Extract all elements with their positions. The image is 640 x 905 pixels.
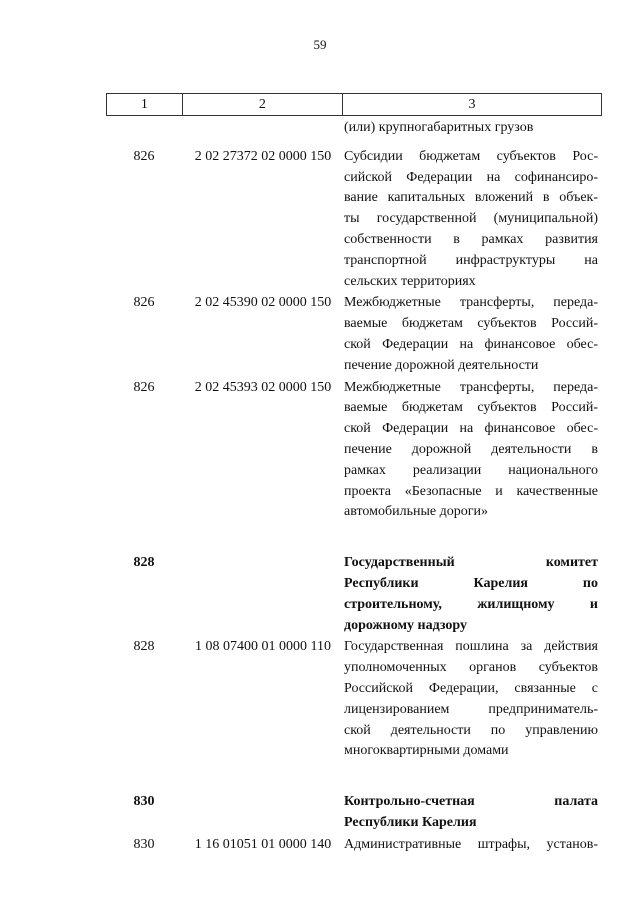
revenue-description: Субсидии бюджетам субъектов Рос- сийской Федерации на софинансиро- вание капитальных вложений в объек- ты государственной (муниципальной) собственности в рамках развития транспортной инфраструктуры на сельских территориях <box>344 148 598 289</box>
revenue-code: 1 08 07400 01 0000 110 <box>195 639 331 655</box>
table-row <box>106 118 606 139</box>
admin-code: 826 <box>133 379 155 395</box>
revenue-code: 1 16 01051 01 0000 140 <box>194 836 332 852</box>
section-heading-row <box>106 792 606 834</box>
section-title: Государственный комитет Республики Карелия по строительному, жилищному и дорожному надзору <box>344 555 598 633</box>
revenue-description: (или) крупногабаритных грузов <box>344 120 534 135</box>
admin-code: 826 <box>133 295 155 311</box>
table-header <box>106 93 602 116</box>
admin-code <box>106 118 182 139</box>
admin-code: 826 <box>133 148 155 164</box>
revenue-code <box>182 118 344 139</box>
table-row <box>106 293 606 376</box>
revenue-description: Межбюджетные трансферты, переда- ваемые бюджетам субъектов Россий- ской Федерации на финансовое обес- печение дорожной деятельности в рамках реализации национального проекта «Безопасные и качественные автомобильные дороги» <box>344 379 598 520</box>
table-row <box>106 147 606 293</box>
revenue-code <box>182 792 344 834</box>
revenue-description: Государственная пошлина за действия уполномоченных органов субъектов Российской Федерации, связанные с лицензированием предприниматель- ской деятельности по управлению многоквартирными домами <box>344 639 598 759</box>
revenue-description: Межбюджетные трансферты, переда- ваемые бюджетам субъектов Россий- ской Федерации на финансовое обес- печение дорожной деятельности <box>344 295 598 373</box>
header-col-2: 2 <box>182 94 342 116</box>
revenue-code: 2 02 27372 02 0000 150 <box>194 148 332 164</box>
section-title: Контрольно-счетная палата Республики Карелия <box>344 794 598 830</box>
section-heading-row <box>106 553 606 636</box>
admin-code: 828 <box>133 555 155 571</box>
page-number: 59 <box>313 37 327 52</box>
revenue-code: 2 02 45390 02 0000 150 <box>194 295 332 311</box>
revenue-code: 2 02 45393 02 0000 150 <box>194 379 332 395</box>
admin-code: 830 <box>133 794 155 810</box>
table-row <box>106 378 606 524</box>
table-row <box>106 637 606 762</box>
admin-code: 830 <box>133 836 155 852</box>
table-row <box>106 835 606 856</box>
revenue-code <box>182 553 344 636</box>
admin-code: 828 <box>133 639 155 655</box>
header-col-1: 1 <box>107 94 183 116</box>
header-col-3: 3 <box>343 94 602 116</box>
revenue-description: Административные штрафы, установ- <box>344 836 598 852</box>
table-body <box>106 118 606 856</box>
